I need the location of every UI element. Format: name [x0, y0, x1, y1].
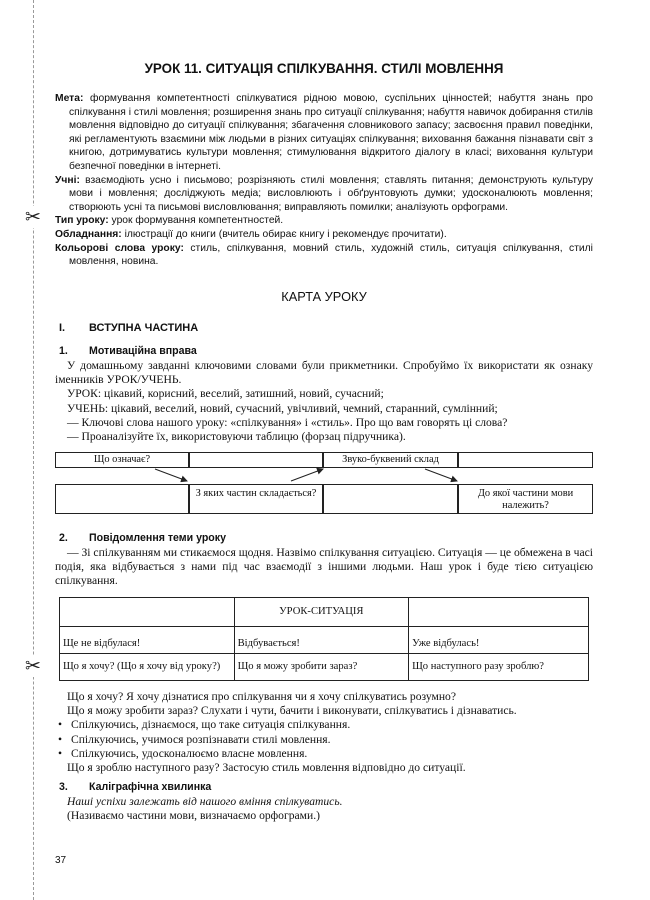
paragraph: У домашньому завданні ключовими словами були прикметники. Спробуймо їх використати як ознаку іменників УРОК/УЧЕНЬ. — [55, 359, 593, 387]
subsection-title: Каліграфічна хвилинка — [89, 781, 212, 793]
table-cell: Що я можу зробити зараз? — [234, 654, 409, 681]
table-cell: Ще не відбулася! — [60, 627, 235, 654]
type-text: урок формування компетентностей. — [111, 215, 284, 227]
topic-text — [55, 546, 593, 589]
subsection-number: 1. — [59, 345, 68, 357]
flow-cell-composition: З яких частин складається? — [189, 484, 323, 514]
list-item: • Спілкуючись, учимося розпізнавати стилі мовлення. — [55, 733, 593, 747]
flow-arrows — [55, 452, 593, 518]
table-cell — [60, 598, 235, 627]
paragraph: Що я можу зробити зараз? Слухати і чути, бачити і виконувати, спілкуватись і дізнаватись. — [67, 704, 517, 718]
subsection-title: Повідомлення теми уроку — [89, 532, 226, 544]
scissors-icon: ✂ — [22, 655, 44, 677]
list-item: • Спілкуючись, удосконалюємо власне мовлення. — [55, 747, 593, 761]
motivation-text — [55, 359, 593, 444]
flow-cell-phonetics: Звуко-буквений склад — [323, 452, 458, 468]
subsection-heading — [59, 531, 226, 545]
table-cell — [409, 598, 589, 627]
paragraph: Що я зроблю наступного разу? Застосую стиль мовлення відповідно до ситуації. — [67, 761, 466, 775]
map-title: КАРТА УРОКУ — [281, 289, 367, 304]
page-number: 37 — [55, 855, 67, 866]
table-cell: Що я хочу? (Що я хочу від уроку?) — [60, 654, 235, 681]
flow-cell-meaning: Що означає? — [55, 452, 189, 468]
type-paragraph — [55, 214, 593, 228]
type-label: Тип уроку: — [55, 215, 109, 227]
flow-arrow — [291, 469, 323, 481]
students-text: взаємодіють усно і письмово; розрізняють стилі мовлення; ставлять питання; демонструють культуру мови і мовлення; досліджують медіа; висловлюють і обґрунтовують думки; удосконалюють мовлення; створюють усні та письмові висловлювання; виправляють помилки; аналізують орфограми. — [69, 174, 593, 213]
calligraphy-text — [55, 795, 593, 823]
table-cell: Що наступного разу зроблю? — [409, 654, 589, 681]
section-number: I. — [59, 322, 66, 334]
section-title: ВСТУПНА ЧАСТИНА — [89, 322, 199, 334]
paragraph: — Проаналізуйте їх, використовуючи таблицю (форзац підручника). — [67, 430, 406, 444]
students-paragraph — [55, 174, 593, 215]
paragraph: — Зі спілкуванням ми стикаємося щодня. Назвімо спілкування ситуацією. Ситуація — це обмежена в часі подія, яка відбувається з нами під час взаємодії з іншими людьми. Наш урок і буде тією ситуацією спілкування. — [55, 546, 593, 588]
table-cell: Уже відбулась! — [409, 627, 589, 654]
goal-paragraph — [55, 92, 593, 174]
equipment-paragraph — [55, 228, 593, 242]
analysis-flow-diagram — [55, 452, 593, 518]
flow-arrow — [155, 469, 187, 481]
flow-arrow — [425, 469, 457, 481]
keywords-paragraph — [55, 242, 593, 269]
bullet-list — [55, 718, 593, 761]
table-cell: Відбувається! — [234, 627, 409, 654]
lesson-meta — [55, 92, 593, 269]
lesson-title: УРОК 11. СИТУАЦІЯ СПІЛКУВАННЯ. СТИЛІ МОВЛЕННЯ — [144, 61, 504, 76]
goal-label: Мета: — [55, 93, 84, 104]
paragraph: Що я хочу? Я хочу дізнатися про спілкування чи я хочу спілкуватись розумно? — [67, 690, 456, 703]
goal-text: формування компетентності спілкуватися рідною мовою, суспільних цінностей; набуття знань про спілкування і стилі мовлення; розширення знань про ситуації спілкування; набуття навичок добирання стилів мовлення відповідно до ситуації спілкування; збагачення словникового запасу; засвоєння правил поведінки, які регламентують взаємини між людьми в різних ситуаціях спілкування; виховання бажання пізнавати світ з книгою, дотримуватись культури мовлення; стимулювання відкритого діалогу в класі; виховання культури безпечної поведінки в інтернеті. — [69, 93, 593, 172]
subsection-heading — [59, 780, 211, 794]
paragraph: УРОК: цікавий, корисний, веселий, затишний, новий, сучасний; — [67, 387, 384, 401]
section-heading — [59, 321, 198, 335]
paragraph: (Називаємо частини мови, визначаємо орфограми.) — [67, 809, 320, 823]
cut-line — [33, 0, 34, 900]
subsection-number: 3. — [59, 781, 68, 793]
equipment-text: ілюстрації до книги (вчитель обирає книгу і рекомендує прочитати). — [124, 228, 447, 240]
table-header: УРОК-СИТУАЦІЯ — [234, 598, 409, 627]
keywords-label: Кольорові слова уроку: — [55, 242, 184, 254]
paragraph: УЧЕНЬ: цікавий, веселий, новий, сучасний, увічливий, чемний, старанний, сумлінний; — [67, 401, 498, 415]
flow-cell-part-of-speech: До якої частини мови належить? — [458, 484, 593, 514]
reflection-text — [55, 690, 593, 775]
situation-table — [59, 597, 589, 681]
calligraphy-sentence: Наші успіхи залежать від нашого вміння спілкуватись. — [67, 795, 343, 808]
subsection-title: Мотиваційна вправа — [89, 345, 197, 357]
students-label: Учні: — [55, 174, 80, 186]
scissors-icon: ✂ — [22, 206, 44, 228]
list-item: • Спілкуючись, дізнаємося, що таке ситуація спілкування. — [55, 718, 593, 732]
subsection-number: 2. — [59, 532, 68, 544]
paragraph: — Ключові слова нашого уроку: «спілкування» і «стиль». Про що вам говорять ці слова? — [67, 415, 508, 429]
subsection-heading — [59, 344, 197, 358]
keywords-text: стиль, спілкування, мовний стиль, художній стиль, ситуація спілкування, стилі мовлення, новина. — [69, 242, 593, 268]
equipment-label: Обладнання: — [55, 228, 122, 240]
